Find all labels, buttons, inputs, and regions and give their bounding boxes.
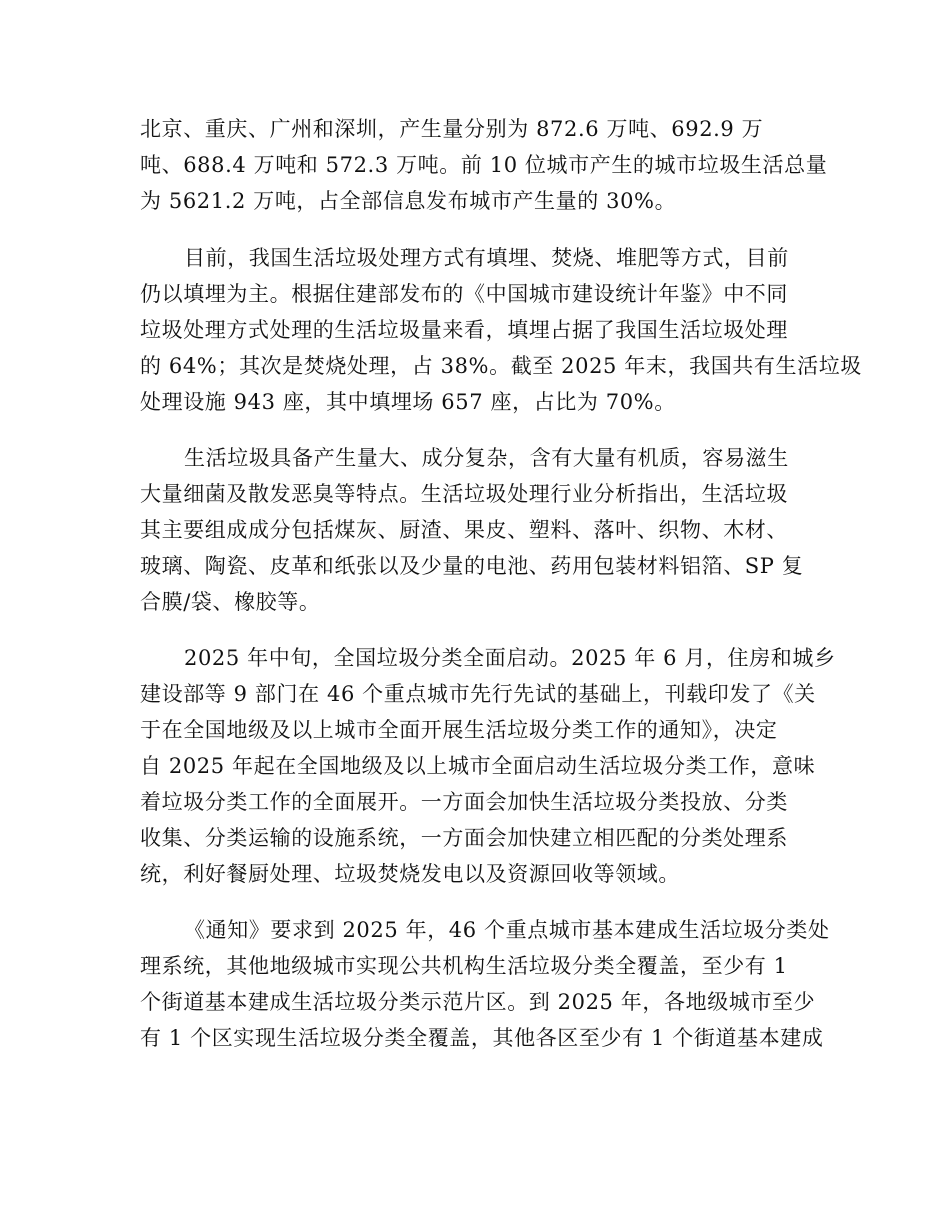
paragraph-4-line-6: 收集、分类运输的设施系统，一方面会加快建立相匹配的分类处理系 [140,826,788,850]
paragraph-3-line-2: 大量细菌及散发恶臭等特点。生活垃圾处理行业分析指出，生活垃圾 [140,482,788,506]
paragraph-2-line-5: 处理设施 943 座，其中填埋场 657 座，占比为 70%。 [140,390,676,414]
paragraph-4-line-1: 2025 年中旬，全国垃圾分类全面启动。2025 年 6 月，住房和城乡 [184,646,836,670]
paragraph-3-line-1: 生活垃圾具备产生量大、成分复杂，含有大量有机质，容易滋生 [184,446,789,470]
paragraph-2-line-3: 垃圾处理方式处理的生活垃圾量来看，填埋占据了我国生活垃圾处理 [140,318,788,342]
paragraph-5-line-4: 有 1 个区实现生活垃圾分类全覆盖，其他各区至少有 1 个街道基本建成 [140,1026,824,1050]
paragraph-4-line-5: 着垃圾分类工作的全面展开。一方面会加快生活垃圾分类投放、分类 [140,790,788,814]
paragraph-4-line-2: 建设部等 9 部门在 46 个重点城市先行先试的基础上，刊载印发了《关 [140,682,816,706]
paragraph-1-line-3: 为 5621.2 万吨，占全部信息发布城市产生量的 30%。 [140,189,677,213]
paragraph-4-line-4: 自 2025 年起在全国地级及以上城市全面启动生活垃圾分类工作，意味 [140,754,816,778]
paragraph-5-line-2: 理系统，其他地级城市实现公共机构生活垃圾分类全覆盖，至少有 1 [140,954,788,978]
paragraph-4-line-3: 于在全国地级及以上城市全面开展生活垃圾分类工作的通知》，决定 [140,718,778,742]
paragraph-1-line-1: 北京、重庆、广州和深圳，产生量分别为 872.6 万吨、692.9 万 [140,117,764,141]
paragraph-3-line-3: 其主要组成成分包括煤灰、厨渣、果皮、塑料、落叶、织物、木材、 [140,518,788,542]
paragraph-3-line-4: 玻璃、陶瓷、皮革和纸张以及少量的电池、药用包装材料铝箔、SP 复 [140,554,804,578]
paragraph-1-line-2: 吨、688.4 万吨和 572.3 万吨。前 10 位城市产生的城市垃圾生活总量 [140,153,828,177]
paragraph-3-line-5: 合膜/袋、橡胶等。 [140,590,321,614]
paragraph-2-line-2: 仍以填埋为主。根据住建部发布的《中国城市建设统计年鉴》中不同 [140,282,788,306]
paragraph-4-line-7: 统，利好餐厨处理、垃圾焚烧发电以及资源回收等领域。 [140,862,680,886]
paragraph-5-line-3: 个街道基本建成生活垃圾分类示范片区。到 2025 年，各地级城市至少 [140,990,816,1014]
paragraph-2-line-4: 的 64%；其次是焚烧处理，占 38%。截至 2025 年末，我国共有生活垃圾 [140,354,862,378]
paragraph-5-line-1: 《通知》要求到 2025 年，46 个重点城市基本建成生活垃圾分类处 [184,918,830,942]
paragraph-2-line-1: 目前，我国生活垃圾处理方式有填埋、焚烧、堆肥等方式，目前 [184,246,789,270]
